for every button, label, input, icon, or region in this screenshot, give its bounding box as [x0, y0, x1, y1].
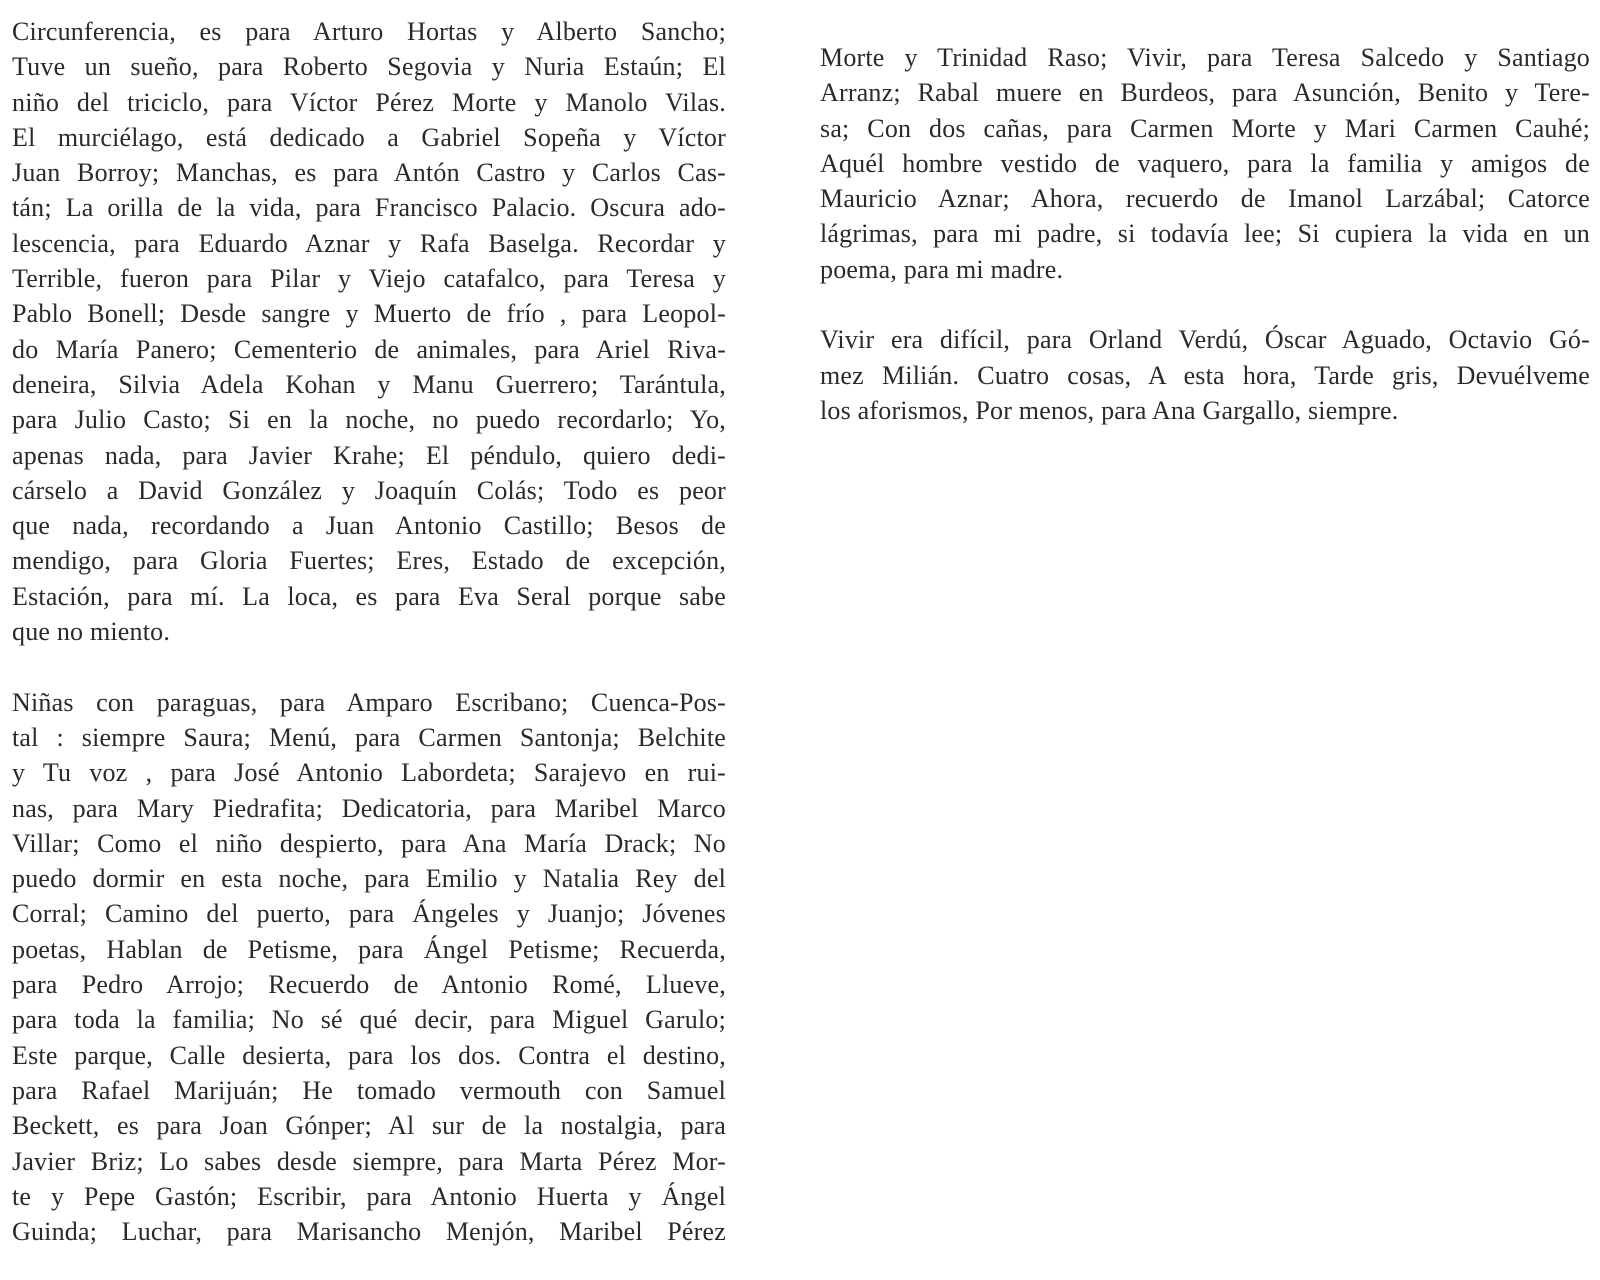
- text-line: Este parque, Calle desierta, para los dos. Contra el destino,: [12, 1040, 726, 1070]
- text-line: El murciélago, está dedicado a Gabriel Sopeña y Víctor: [12, 122, 726, 152]
- text-line: para Pedro Arrojo; Recuerdo de Antonio Romé, Llueve,: [12, 970, 726, 1000]
- text-line: Tuve un sueño, para Roberto Segovia y Nuria Estaún; El: [12, 52, 726, 82]
- text-line: poema, para mi madre.: [820, 254, 1064, 284]
- text-line: tán; La orilla de la vida, para Francisco Palacio. Oscura ado-: [12, 193, 726, 223]
- text-line: mez Milián. Cuatro cosas, A esta hora, Tarde gris, Devuélveme: [820, 360, 1590, 390]
- text-line: Arranz; Rabal muere en Burdeos, para Asunción, Benito y Tere-: [820, 78, 1590, 108]
- text-line: Juan Borroy; Manchas, es para Antón Castro y Carlos Cas-: [12, 158, 726, 188]
- text-line: puedo dormir en esta noche, para Emilio y Natalia Rey del: [12, 864, 726, 894]
- text-line: Circunferencia, es para Arturo Hortas y Alberto Sancho;: [12, 17, 726, 46]
- text-line: para Julio Casto; Si en la noche, no puedo recordarlo; Yo,: [12, 405, 726, 435]
- text-line: que no miento.: [12, 617, 171, 647]
- paragraph-spacer: [12, 649, 726, 684]
- right-paragraph-2: [820, 322, 1590, 428]
- right-column: [820, 40, 1590, 428]
- text-line: y Tu voz , para José Antonio Labordeta; Sarajevo en rui-: [12, 758, 726, 788]
- left-paragraph-1: [12, 14, 726, 649]
- text-line: te y Pepe Gastón; Escribir, para Antonio Huerta y Ángel: [12, 1181, 726, 1211]
- text-line: Niñas con paraguas, para Amparo Escribano; Cuenca-Pos-: [12, 687, 726, 717]
- text-line: Corral; Camino del puerto, para Ángeles y Juanjo; Jóvenes: [12, 899, 726, 929]
- text-line: Mauricio Aznar; Ahora, recuerdo de Imanol Larzábal; Catorce: [820, 184, 1590, 214]
- text-line: lágrimas, para mi padre, si todavía lee; Si cupiera la vida en un: [820, 219, 1590, 249]
- left-column: [12, 14, 726, 1249]
- text-line: Javier Briz; Lo sabes desde siempre, para Marta Pérez Mor-: [12, 1146, 726, 1176]
- text-line: Villar; Como el niño despierto, para Ana María Drack; No: [12, 828, 726, 858]
- text-line: niño del triciclo, para Víctor Pérez Morte y Manolo Vilas.: [12, 87, 726, 117]
- text-line: lescencia, para Eduardo Aznar y Rafa Baselga. Recordar y: [12, 228, 726, 258]
- text-line: cárselo a David González y Joaquín Colás; Todo es peor: [12, 475, 726, 505]
- text-line: Aquél hombre vestido de vaquero, para la familia y amigos de: [820, 148, 1590, 178]
- text-line: tal : siempre Saura; Menú, para Carmen Santonja; Belchite: [12, 722, 726, 752]
- text-line: do María Panero; Cementerio de animales, para Ariel Riva-: [12, 334, 726, 364]
- text-line: mendigo, para Gloria Fuertes; Eres, Estado de excepción,: [12, 546, 726, 576]
- text-line: para Rafael Marijuán; He tomado vermouth con Samuel: [12, 1075, 726, 1105]
- left-paragraph-2: [12, 685, 726, 1250]
- text-line: Beckett, es para Joan Gónper; Al sur de la nostalgia, para: [12, 1111, 726, 1141]
- text-line: nas, para Mary Piedrafita; Dedicatoria, para Maribel Marco: [12, 793, 726, 823]
- text-line: Terrible, fueron para Pilar y Viejo catafalco, para Teresa y: [12, 264, 726, 294]
- text-line: sa; Con dos cañas, para Carmen Morte y Mari Carmen Cauhé;: [820, 113, 1590, 143]
- text-line: poetas, Hablan de Petisme, para Ángel Petisme; Recuerda,: [12, 934, 726, 964]
- paragraph-spacer: [820, 287, 1590, 322]
- text-line: Pablo Bonell; Desde sangre y Muerto de frío , para Leopol-: [12, 299, 726, 329]
- text-line: que nada, recordando a Juan Antonio Castillo; Besos de: [12, 511, 726, 541]
- text-line: Guinda; Luchar, para Marisancho Menjón, Maribel Pérez: [12, 1217, 726, 1247]
- text-line: los aforismos, Por menos, para Ana Gargallo, siempre.: [820, 395, 1399, 425]
- right-paragraph-1: [820, 40, 1590, 287]
- text-line: Morte y Trinidad Raso; Vivir, para Teresa Salcedo y Santiago: [820, 43, 1590, 72]
- text-line: para toda la familia; No sé qué decir, para Miguel Garulo;: [12, 1005, 726, 1035]
- text-line: apenas nada, para Javier Krahe; El péndulo, quiero dedi-: [12, 440, 726, 470]
- text-line: Vivir era difícil, para Orland Verdú, Óscar Aguado, Octavio Gó-: [820, 325, 1590, 355]
- text-line: deneira, Silvia Adela Kohan y Manu Guerrero; Tarántula,: [12, 369, 726, 399]
- text-line: Estación, para mí. La loca, es para Eva Seral porque sabe: [12, 581, 726, 611]
